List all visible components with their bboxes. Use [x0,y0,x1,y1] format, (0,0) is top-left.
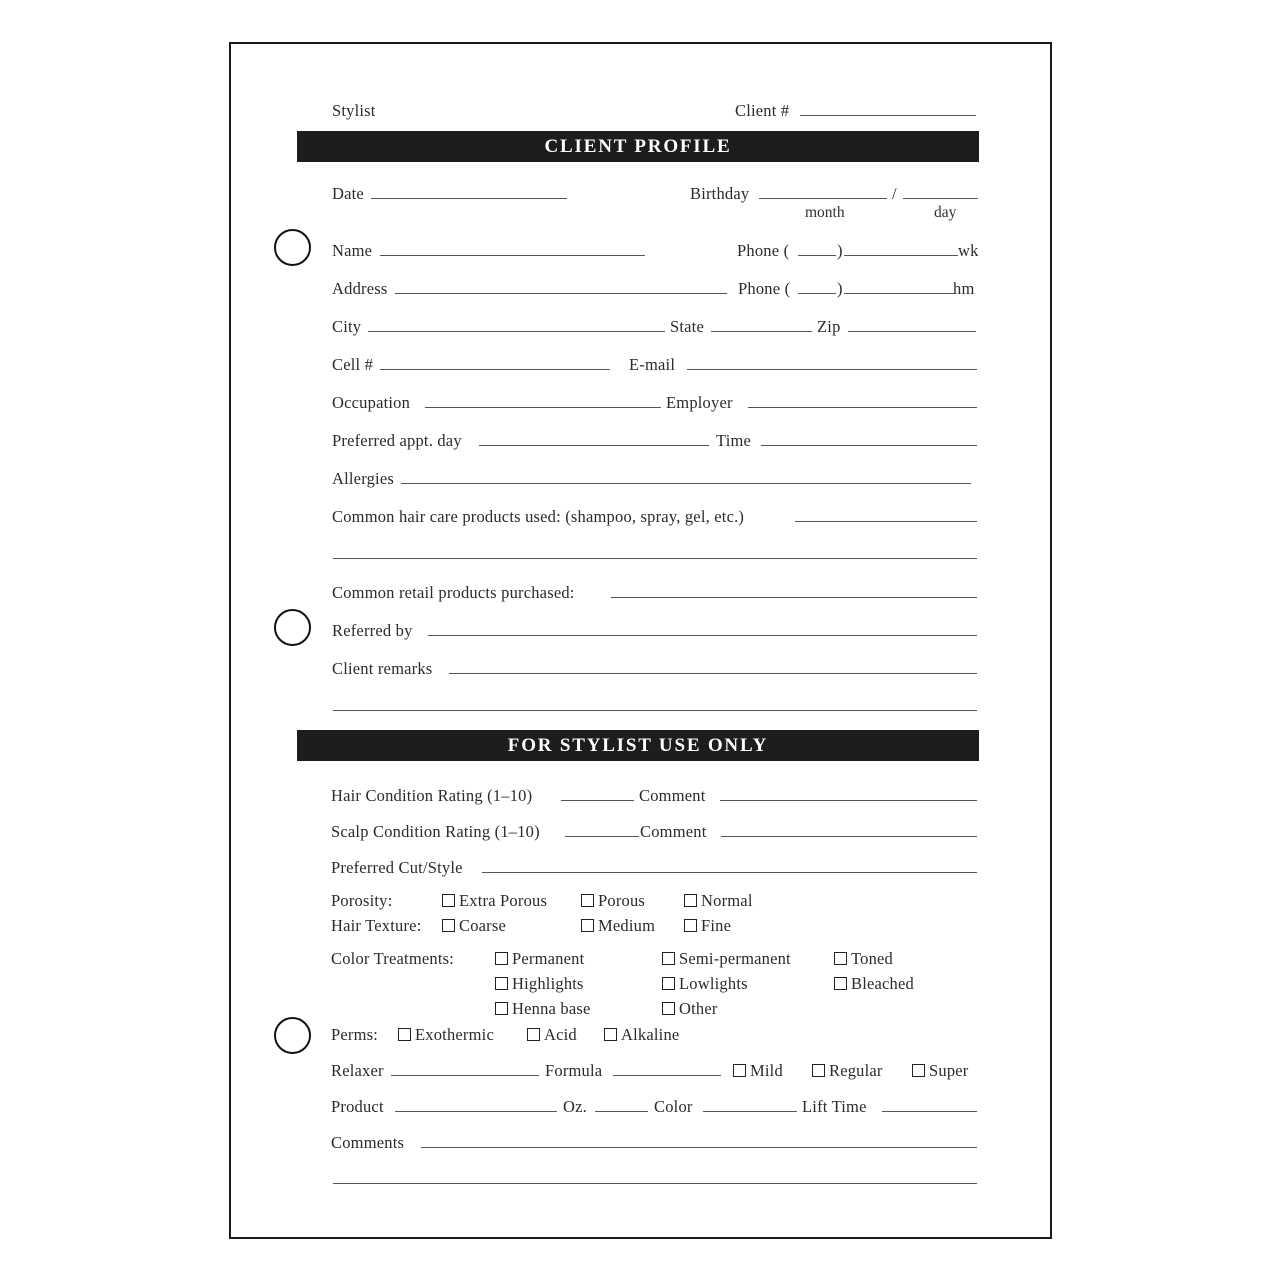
zip-field[interactable] [848,331,976,332]
referred-by-field[interactable] [428,635,977,636]
checkbox-exothermic[interactable] [398,1028,411,1041]
zip-label: Zip [817,317,841,336]
product-field[interactable] [395,1111,557,1112]
section-title-stylist-use: FOR STYLIST USE ONLY [297,730,979,761]
preferred-day-field[interactable] [479,445,709,446]
employer-label: Employer [666,393,733,412]
porosity-label: Porosity: [331,891,393,910]
option-label: Super [929,1061,969,1080]
allergies-label: Allergies [332,469,394,488]
lift-time-field[interactable] [882,1111,977,1112]
scalp-comment-field[interactable] [721,836,977,837]
cell-field[interactable] [380,369,610,370]
hair-comment-label: Comment [639,786,706,805]
retail-products-field[interactable] [611,597,977,598]
phone-hm-label: Phone ( [738,279,791,298]
time-field[interactable] [761,445,977,446]
option-label: Toned [851,949,894,968]
wk-suffix: wk [958,241,979,260]
allergies-field[interactable] [401,483,971,484]
day-caption: day [934,204,957,221]
checkbox-permanent[interactable] [495,952,508,965]
address-label: Address [332,279,388,298]
hair-rating-label: Hair Condition Rating (1–10) [331,786,533,805]
checkbox-bleached[interactable] [834,977,847,990]
option-label: Exothermic [415,1025,494,1044]
scalp-rating-field[interactable] [565,836,639,837]
checkbox-toned[interactable] [834,952,847,965]
binder-hole-icon [274,229,311,266]
oz-label: Oz. [563,1097,587,1116]
option-label: Lowlights [679,974,748,993]
comments-label: Comments [331,1133,405,1152]
paren-close: ) [837,241,843,260]
option-label: Other [679,999,718,1018]
scalp-comment-label: Comment [640,822,707,841]
client-remarks-field-line-2[interactable] [333,710,977,711]
product-label: Product [331,1097,384,1116]
option-label: Coarse [459,916,507,935]
checkbox-lowlights[interactable] [662,977,675,990]
option-label: Semi-permanent [679,949,791,968]
option-label: Porous [598,891,646,910]
address-field[interactable] [395,293,727,294]
option-label: Normal [701,891,753,910]
employer-field[interactable] [748,407,977,408]
option-label: Permanent [512,949,585,968]
checkbox-semi-permanent[interactable] [662,952,675,965]
paren-close: ) [837,279,843,298]
referred-by-label: Referred by [332,621,413,640]
checkbox-fine[interactable] [684,919,697,932]
stylist-label: Stylist [332,101,376,120]
checkbox-henna-base[interactable] [495,1002,508,1015]
option-label: Regular [829,1061,883,1080]
state-label: State [670,317,704,336]
hair-texture-label: Hair Texture: [331,916,422,935]
preferred-cut-field[interactable] [482,872,977,873]
state-field[interactable] [711,331,812,332]
phone-hm-area-code-field[interactable] [798,293,836,294]
color-field-label: Color [654,1097,693,1116]
birthday-month-field[interactable] [759,198,887,199]
relaxer-field[interactable] [391,1075,539,1076]
email-field[interactable] [687,369,977,370]
option-label: Highlights [512,974,584,993]
checkbox-alkaline[interactable] [604,1028,617,1041]
color-treatments-label: Color Treatments: [331,949,455,968]
client-remarks-field[interactable] [449,673,977,674]
formula-label: Formula [545,1061,603,1080]
date-field[interactable] [371,198,567,199]
name-field[interactable] [380,255,645,256]
date-label: Date [332,184,364,203]
checkbox-coarse[interactable] [442,919,455,932]
checkbox-other[interactable] [662,1002,675,1015]
comments-field[interactable] [421,1147,977,1148]
retail-products-label: Common retail products purchased: [332,583,575,602]
time-label: Time [716,431,752,450]
option-label: Extra Porous [459,891,548,910]
formula-field[interactable] [613,1075,721,1076]
option-label: Medium [598,916,656,935]
name-label: Name [332,241,373,260]
phone-wk-label: Phone ( [737,241,790,260]
hair-products-field[interactable] [795,521,977,522]
binder-hole-icon [274,1017,311,1054]
checkbox-mild[interactable] [733,1064,746,1077]
option-label: Fine [701,916,732,935]
color-field[interactable] [703,1111,797,1112]
checkbox-super[interactable] [912,1064,925,1077]
option-label: Mild [750,1061,783,1080]
section-title-client-profile: CLIENT PROFILE [297,131,979,162]
preferred-cut-label: Preferred Cut/Style [331,858,463,877]
option-label: Bleached [851,974,914,993]
occupation-label: Occupation [332,393,411,412]
occupation-field[interactable] [425,407,661,408]
birthday-label: Birthday [690,184,750,203]
checkbox-porous[interactable] [581,894,594,907]
option-label: Acid [544,1025,577,1044]
lift-time-label: Lift Time [802,1097,867,1116]
checkbox-regular[interactable] [812,1064,825,1077]
checkbox-normal[interactable] [684,894,697,907]
perms-label: Perms: [331,1025,379,1044]
checkbox-medium[interactable] [581,919,594,932]
hair-products-label: Common hair care products used: (shampoo, spray, gel, etc.) [332,507,745,526]
phone-hm-number-field[interactable] [844,293,954,294]
binder-hole-icon [274,609,311,646]
month-caption: month [805,204,845,221]
phone-wk-area-code-field[interactable] [798,255,836,256]
hair-comment-field[interactable] [720,800,977,801]
scalp-rating-label: Scalp Condition Rating (1–10) [331,822,540,841]
checkbox-extra-porous[interactable] [442,894,455,907]
birthday-day-field[interactable] [903,198,978,199]
checkbox-acid[interactable] [527,1028,540,1041]
client-remarks-label: Client remarks [332,659,433,678]
oz-field[interactable] [595,1111,648,1112]
relaxer-label: Relaxer [331,1061,384,1080]
birthday-separator: / [892,184,897,203]
checkbox-highlights[interactable] [495,977,508,990]
email-label: E-mail [629,355,676,374]
cell-label: Cell # [332,355,374,374]
client-number-label: Client # [735,101,790,120]
hair-products-field-line-2[interactable] [333,558,977,559]
comments-field-line-2[interactable] [333,1183,977,1184]
hm-suffix: hm [953,279,975,298]
city-field[interactable] [368,331,665,332]
hair-rating-field[interactable] [561,800,634,801]
option-label: Alkaline [621,1025,680,1044]
city-label: City [332,317,362,336]
preferred-day-label: Preferred appt. day [332,431,462,450]
phone-wk-number-field[interactable] [844,255,958,256]
option-label: Henna base [512,999,591,1018]
client-number-field[interactable] [800,115,976,116]
